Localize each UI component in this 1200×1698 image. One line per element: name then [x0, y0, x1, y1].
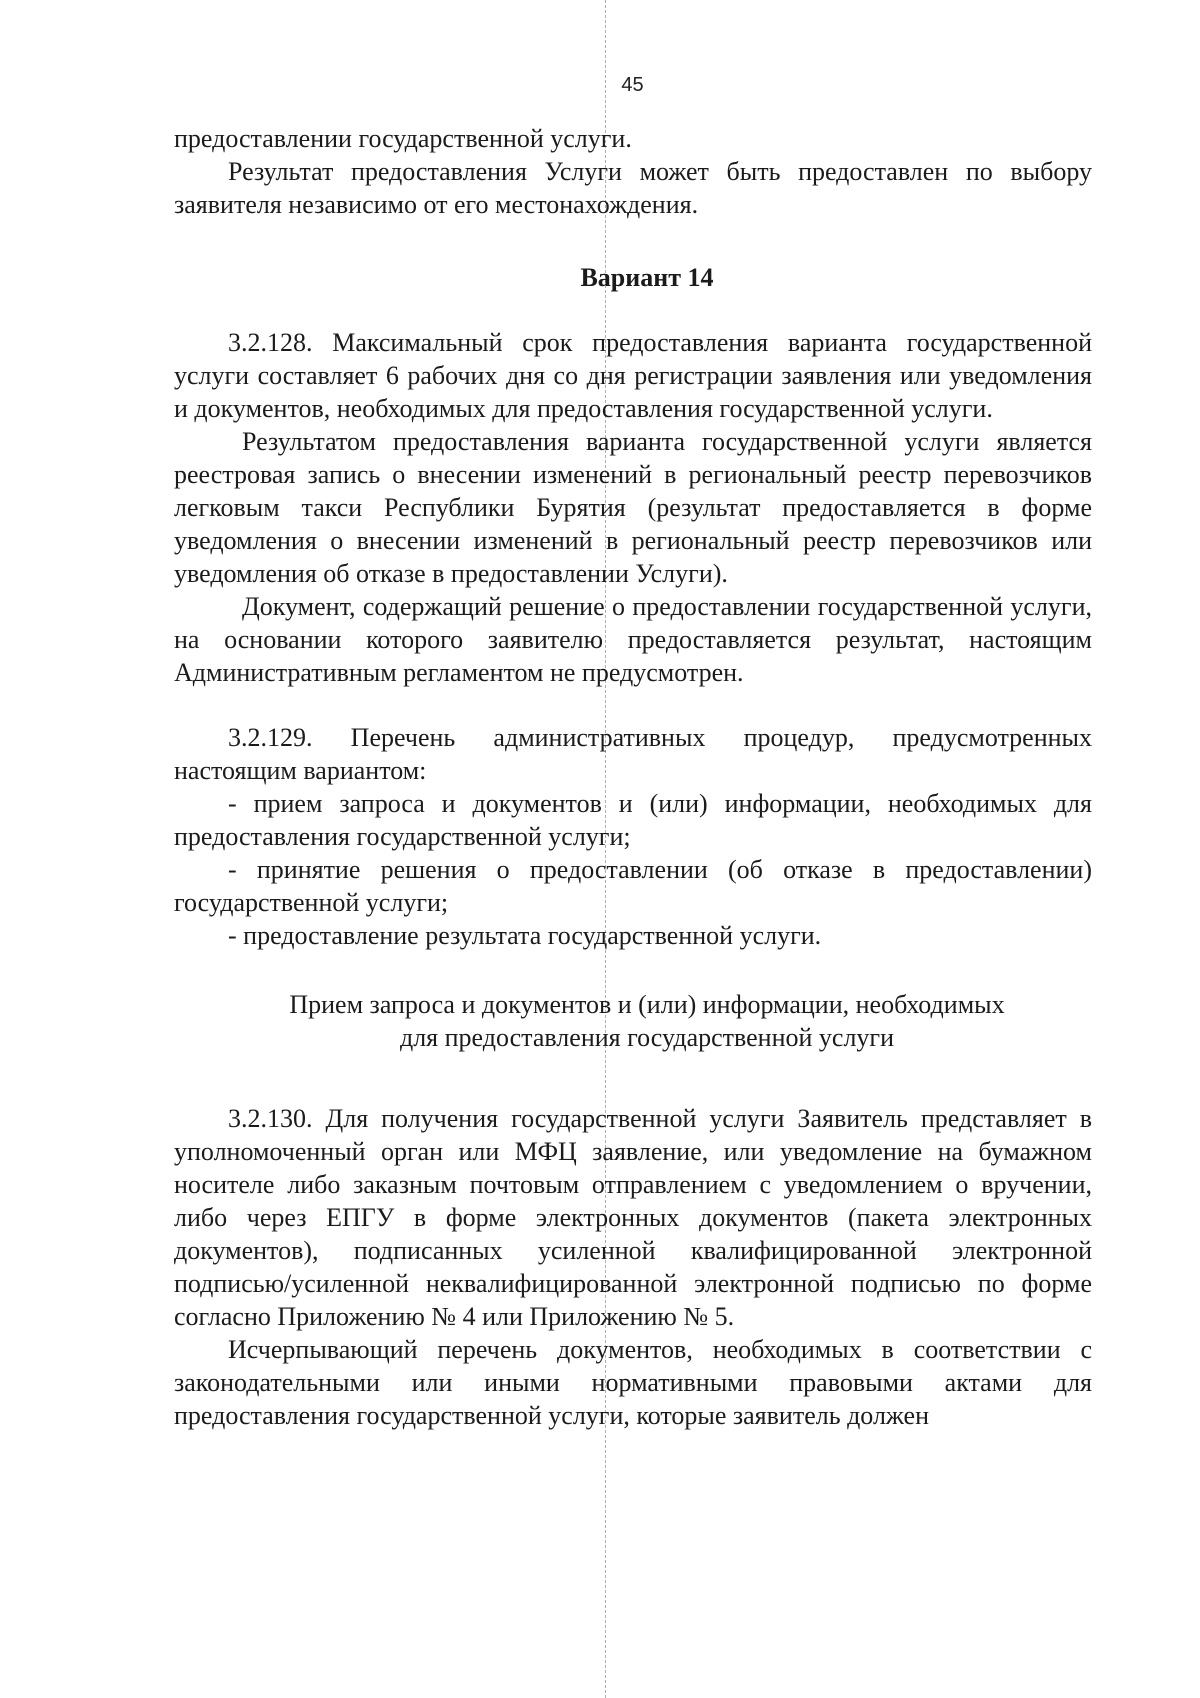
section-128-paragraph-2: Результатом предоставления варианта государственной услуги является реестровая запись о внесении изменений в региональный реестр перевозчиков легковым такси Республики Бурятия (результат предоставляется в форме уведомления о внесении изменений в региональный реестр перевозчиков или уведомления об отказе в предоставлении Услуги).: [174, 427, 1092, 588]
section-129-paragraph: 3.2.129. Перечень административных процедур, предусмотренных настоящим вариантом:: [174, 723, 1092, 785]
section-128-paragraph-1: 3.2.128. Максимальный срок предоставления варианта государственной услуги составляет 6 рабочих дня со дня регистрации заявления или уведомления и документов, необходимых для предоставления государственной услуги.: [174, 328, 1092, 423]
procedure-list-item: - предоставление результата государственной услуги.: [228, 921, 822, 950]
intro-line: предоставлении государственной услуги.: [174, 124, 632, 153]
variant-heading: Вариант 14: [580, 263, 714, 292]
page-number: 45: [621, 74, 644, 96]
section-128-paragraph-3: Документ, содержащий решение о предоставлении государственной услуги, на основании которого заявителю предоставляется результат, настоящим Административным регламентом не предусмотрен.: [174, 592, 1092, 687]
subheading-line-1: Прием запроса и документов и (или) информации, необходимых: [289, 990, 1005, 1019]
spacer: [174, 689, 1092, 721]
procedure-list-item: - прием запроса и документов и (или) информации, необходимых для предоставления государственной услуги;: [174, 789, 1092, 851]
document-body: [174, 122, 1092, 1432]
intro-paragraph: Результат предоставления Услуги может быть предоставлен по выбору заявителя независимо от его местонахождения.: [174, 157, 1092, 219]
subheading-line-2: для предоставления государственной услуги: [399, 1023, 895, 1052]
procedure-list-item: - принятие решения о предоставлении (об отказе в предоставлении) государственной услуги;: [174, 855, 1092, 917]
section-130-paragraph-1: 3.2.130. Для получения государственной услуги Заявитель представляет в уполномоченный орган или МФЦ заявление, или уведомление на бумажном носителе либо заказным почтовым отправлением с уведомлением о вручении, либо через ЕПГУ в форме электронных документов (пакета электронных документов), подписанных усиленной квалифицированной электронной подписью/усиленной неквалифицированной электронной подписью по форме согласно Приложению № 4 или Приложению № 5.: [174, 1104, 1092, 1331]
procedure-subheading: [174, 988, 1092, 1054]
section-130-paragraph-2: Исчерпывающий перечень документов, необходимых в соответствии с законодательными или иными нормативными правовыми актами для предоставления государственной услуги, которые заявитель должен: [174, 1335, 1092, 1430]
